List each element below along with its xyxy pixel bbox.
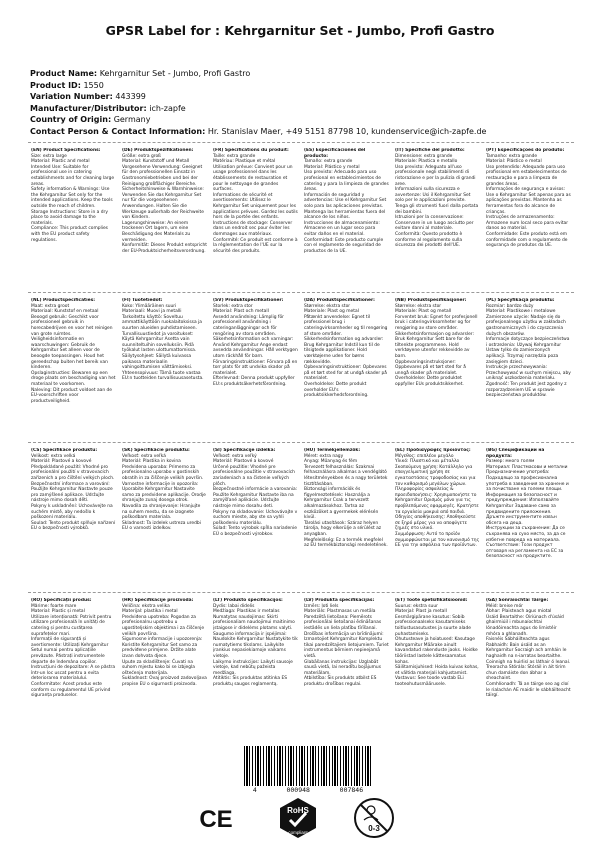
ce-mark-icon [194, 796, 238, 840]
spec-body: Größe: extra groß Material: Kunststoff und Metall Vorgesehene Verwendung: Geeignet für den professionellen Einsatz in Gastronomiebetrieben und bei der Reinigung großflächiger Bereiche. Sicherheitshinweise & Warnhinweise: Verwenden Sie das Kehrgarnitur Set nur für die vorgesehenen Anwendungen. Halten Sie die Werkzeuge außerhalb der Reichweite von Kindern. Lagerungshinweise: An einem trockenen Ort lagern, um eine Beschädigung des Materials zu vermeiden. Konformität: Dieses Produkt entspricht der EU-Produktsicherheitsverordnung. [122, 153, 207, 254]
info-row [30, 68, 590, 80]
barcode-bars [244, 746, 372, 786]
spec-body: Koko: Ylimääräinen suuri Materiaali: Muovi ja metalli Tarkoitettu käyttö: Soveltuu ammattikäyttöön ruokalaitoksissa ja suurten alueiden puhdistamiseen. Turvallisuustiedot ja varoitukset: Käytä Kehrgarnitur Asetta vain suunniteltuihin sovelluksiin. Pidä työkalut lasten ulottumattomissa. Säilytysohjeet: Säilytä kuivassa paikassa materiaalin vahingoittumisen välttämiseksi. Yhteensopivuus: Tämä tuote vastaa EU:n tuotteiden turvallisuusasetusta. [122, 303, 204, 382]
spec-band [28, 448, 574, 592]
spec-heading: (ES) Especificaciones del producto: [304, 148, 366, 159]
spec-body: Méid: breise mór Ábhar: Plaisteach agus miotal Úsáid Beartaithe: Oiriúnach d'úsáid ghairmiúil i mbunaíochtaí lónadóireachta agus do limistéir mhóra a ghlanadh. Faisnéis Sábháilteachta agus Rabhaidh: Bain úsáid as an Kehrgarnitur Socraigh ach amháin le haghaidh na n-iarratas beartaithe. Coinnigh na huirlisí as láthair ó leanaí. Treoracha Stórála: Stóráil in áit tirim chun damáiste don ábhar a sheachaint. Comhlíonadh: Tá an táirge seo ag cloí le rialachán AE maidir le sábháilteacht táirgí. [486, 603, 571, 699]
spec-cell [301, 598, 392, 742]
spec-cell [28, 148, 119, 292]
spec-body: Rozmiar: bardzo duży Materiał: Plastikowe i metalowe Zamierzone użycie: Nadaje się do profesjonalnego użytku w zakładach gastronomicznych i do czyszczenia dużych obszarów. Informacje dotyczące bezpieczeństwa i ostrzeżenia: Używaj Kehrgarnitur Ustaw tylko do zamierzonych aplikacji. Trzymaj narzędzia poza zasięgiem dzieci. Instrukcje przechowywania: Przechowywać w suchym miejscu, aby uniknąć uszkodzenia materiału. Zgodność: Ten produkt jest zgodny z rozporządzeniem UE w sprawie bezpieczeństwa produktów. [486, 303, 571, 399]
spec-cell [119, 298, 210, 442]
spec-body: Tamaño: extra grande Material: Plástico y metal Uso previsto: Adecuado para uso profesional en establecimientos de catering y para la limpieza de grandes áreas. Información de seguridad y advertencias: Use el Kehrgarnitur Set solo para las aplicaciones previstas. Mantenga las herramientas fuera del alcance de los niños. Instrucciones de almacenamiento: Almacene en un lugar seco para evitar daños en el material. Conformidad: Este producto cumple con el reglamento de seguridad de productos de la UE. [304, 159, 389, 254]
spec-cell [392, 448, 483, 592]
spec-cell [210, 298, 301, 442]
info-value: ich-zapfe [149, 103, 186, 113]
rohs-subtext: compliant [288, 830, 308, 835]
spec-cell [483, 448, 574, 592]
info-label: Product Name: [30, 69, 98, 78]
info-value: Germany [113, 115, 151, 124]
band-separator [28, 442, 574, 443]
spec-heading: (SV) Produktspecifikationer: [213, 298, 284, 303]
spec-body: Dimensione: extra grande Materiale: Plastica e metallo Uso previsto: Adeguato all'uso professionale negli stabilimenti di ristorazione e per la pulizia di grandi aree. Informazioni sulla sicurezza e avvertenze: Usi il Kehrgarnitur Set solo per le applicazioni previste. Tenga gli strumenti fuori dalla portata dei bambini. Istruzioni per la conservazione: Conservare in un luogo asciutto per evitare danni al materiale. Conformità: Questo prodotto è conforme al regolamento sulla sicurezza dei prodotti dell'UE. [395, 153, 479, 249]
spec-cell [301, 298, 392, 442]
spec-cell [483, 148, 574, 292]
info-row [30, 126, 590, 138]
product-info [30, 68, 590, 137]
info-value: 1550 [83, 80, 104, 90]
info-value: Kehrgarnitur Set - Jumbo, Profi Gastro [99, 69, 251, 78]
band-separator [28, 142, 574, 143]
info-row [30, 103, 590, 115]
spec-body: Μέγεθος: επιπλέον μεγάλο Υλικό: Πλαστικό και μέταλλο Σκοπούμενη χρήση: Κατάλληλο για επαγγελματική χρήση σε εγκαταστάσεις τροφοδοσίας και για τον καθαρισμό μεγάλων χώρων. Πληροφορίες ασφαλείας & προειδοποιήσεις: Χρησιμοποιήστε το Kehrgarnitur Ορισμός μόνο για τις προβλεπόμενες εφαρμογές. Κρατήστε τα εργαλεία μακριά από παιδιά. Οδηγίες αποθήκευσης: Αποθηκεύστε σε ξηρό μέρος για να αποφύγετε ζημιές στο υλικό. Συμμόρφωση: Αυτό το προϊόν συμμορφώνεται με τον κανονισμό της ΕΕ για την ασφάλεια των προϊόντων. [395, 453, 480, 549]
spec-cell [301, 148, 392, 292]
info-value: Hr. Stanislav Maer, +49 5151 87798 10, kundenservice@ich-zapfe.de [207, 126, 487, 136]
spec-cell [483, 598, 574, 742]
barcode [238, 746, 378, 794]
spec-cell [119, 148, 210, 292]
spec-body: Storlek: extra stor Material: Plast och metall Avsedd användning: Lämplig för professionell användning i cateringanläggningar och för rengöring av stora områden. Säkerhetsinformation och varningar: Använd Kehrgarnitur Ange endast avsedda användningar. Håll verktygen utom räckhåll för barn. Förvaringsinstruktioner: Förvara på en torr plats för att undvika skador på materialet. Efterlevnad: Denna produkt uppfyller EU:s produktsäkerhetsförordning. [213, 303, 298, 387]
spec-body: Størrelse: ekstra stor Materiale: Plast og metal Påtænkt anvendelse: Egnet til professionel brug i cateringvirksomheder og til rengøring af store områder. Sikkerhedsinformation og advarsler: Brug Kehrgarnitur Indstil kun til de tilsigtede applikationer. Hold værktøjerne uden for børns rækkevidde. Opbevaringsinstruktioner: Opbevares på et tørt sted for at undgå skader på materialet. Overholdelse: Dette produkt overholder EU's produktsikkerhedsforordning. [304, 303, 388, 399]
spec-heading: (BG) Спецификации на продукта: [486, 448, 545, 459]
info-label: Product ID: [30, 80, 81, 90]
spec-heading: (HR) Specifikacije proizvoda: [122, 598, 194, 603]
info-row [30, 80, 590, 92]
spec-cell [119, 448, 210, 592]
spec-heading: (LV) Produkta specifikācijas: [304, 598, 375, 603]
spec-cell [28, 598, 119, 742]
spec-heading: (ET) Toote spetsifikatsioonid: [395, 598, 468, 603]
spec-heading: (EN) Product Specifications: [31, 148, 101, 153]
band-separator [28, 592, 574, 593]
age-warning-icon [352, 796, 396, 840]
spec-heading: (PL) Specyfikacja produktu: [486, 298, 555, 303]
spec-heading: (NL) Productspecificaties: [31, 298, 95, 303]
spec-heading: (IT) Specifiche del prodotto: [395, 148, 465, 153]
info-label: Contact Person & Contact Information: [30, 126, 206, 136]
spec-body: Dydis: labai didelis Medžiaga: Plastikas ir metalas Numatytas naudojimas: Skirti profesionaliam naudojimui maitinimo įstaigose ir didelėms plotams valyti. Saugumo informacija ir įspėjimai: Naudokite Kehrgarnitur Nustatykite tik numatytiems tikslams. Laikykite įrankius nepasiekiamoje vaikams vietoje. Laikymo instrukcijos: Laikyti sausoje vietoje, kad nebūtų pažeista medžiaga. Atitiktis: Šis produktas atitinka ES produktų saugos reglamentą. [213, 603, 298, 687]
spec-body: Méret: extra nagy Anyag: Műanyag és fém Tervezett felhasználás: Szakmai felhasználásra alkalmas a vendéglátó létesítményekben és a nagy területek tisztításában. Biztonsági információk és figyelmeztetések: Használja a Kehrgarnitur Csak a tervezett alkalmazásokhoz. Tartsa az eszközöket a gyermekek elérésén kívül. Tárolási utasítások: Száraz helyen tárolja, hogy elkerülje a sérülést az anyagban. Megfelelőség: Ez a termék megfelel az EU termékbiztonsági rendeletének. [304, 453, 388, 549]
spec-body: Izmērs: ļoti liels Materiāls: Plastmasas un metāla Paredzētā lietošana: Piemērots profesionālai lietošanai ēdināšanas iestādēs un liela platību tīrīšanai. Drošības informācija un brīdinājumi: Izmantojiet Kehrgarnitur Komplektu tikai paredzētajiem lietojumiem. Turiet instrumentus bērniem nepieejamā vietā. Glabāšanas instrukcijas: Uzglabāt sausā vietā, lai neradītu bojājumus materiālam. Atbilstība: Šis produkts atbilst ES produktu drošības regulai. [304, 603, 389, 687]
band-separator [28, 292, 574, 293]
spec-band [28, 598, 574, 742]
spec-heading: (HU) Termékjellemzők: [304, 448, 361, 453]
spec-heading: (SI) Specifikacije izdelka: [213, 448, 276, 453]
info-row [30, 114, 590, 126]
spec-heading: (RO) Specificații produs: [31, 598, 92, 603]
barcode-digit-group: 007846 [339, 786, 364, 794]
spec-body: Size: extra large Material: Plastic and metal Intended Use: Suitable for professional use in catering establishments and for cleaning large areas. Safety information & Warnings: Use the Kehrgarnitur Set only for the intended applications. Keep the tools outside the reach of children. Storage Instructions: Store in a dry place to avoid damage to the materials. Compliance: This product complies with the EU product safety regulations. [31, 153, 115, 243]
spec-heading: (FR) Spécifications du produit: [213, 148, 289, 153]
spec-body: Veličina: ekstra velika Materijal: plastika i metal Predviđena upotreba: Pogodan za profesionalnu upotrebu u ugostiteljskim objektima i za čišćenje velikih površina. Sigurnosne informacije i upozorenja: Koristite Kehrgarnitur Set samo za predviđene primjene. Držite alate izvan dohvata djece. Upute za skladištenje: Čuvati na suhom mjestu kako bi se izbjegla oštećenja materijala. Sukladnost: Ovaj proizvod zadovoljava propise EU o sigurnosti proizvoda. [122, 603, 207, 687]
spec-heading: (GA) Sonraíochtaí Táirge: [486, 598, 549, 603]
info-label: Country of Origin: [30, 115, 112, 124]
rohs-icon [276, 796, 320, 840]
spec-band [28, 298, 574, 442]
spec-cell [392, 148, 483, 292]
spec-cell [210, 448, 301, 592]
info-label: Variation Number: [30, 92, 113, 101]
spec-cell [119, 598, 210, 742]
barcode-digits [238, 786, 378, 794]
spec-cell [392, 298, 483, 442]
page-title: GPSR Label for : Kehrgarnitur Set - Jumbo, Profi Gastro [105, 23, 495, 38]
info-row [30, 91, 590, 103]
spec-body: Størrelse: ekstra stor Materiale: Plast og metall Forventet bruk: Egnet for profesjonell bruk i cateringvirksomheter og for rengjøring av store områder. Sikkerhetsinformasjon og advarsler: Bruk Kehrgarnitur Sett bare for de tiltenkte programmene. Hold verktøyene utenfor rekkevidde av barn. Oppbevaringsinstruksjoner: Oppbevares på et tørt sted for å unngå skader på materialet. Overholdelse: Dette produktet oppfyller EUs produktsikkerhet. [395, 303, 478, 387]
spec-body: Taille: extra grande Matériau: Plastique et métal Utilisation prévue: Convient pour un usage professionnel dans les établissements de restauration et pour le nettoyage de grandes surfaces. Informations de sécurité et avertissements: Utilisez le Kehrgarnitur Set uniquement pour les applications prévues. Gardez les outils hors de la portée des enfants. Instructions de stockage: Conserver dans un endroit sec pour éviter les dommages aux matériaux. Conformité: Ce produit est conforme à la réglementation de l'UE sur la sécurité des produits. [213, 153, 298, 254]
spec-band [28, 148, 574, 292]
spec-cell [392, 598, 483, 742]
spec-cell [28, 448, 119, 592]
barcode-digit-group: 4 [252, 786, 257, 794]
spec-heading: (DE) Produktspezifikationen: [122, 148, 194, 153]
ce-mark-text: CE [199, 806, 233, 833]
spec-body: Размер: много голям Материал: Пластмасови и метални Предназначение употреба: Подходящо за професионална употреба в заведения за хранене и за почистване на големи площи. Информация за безопасност и предупреждения: Използвайте Kehrgarnitur Задаване само за предвидените приложения. Дръжте инструментите извън обсега на деца. Инструкции за съхранение: Да се съхранява на сухо място, за да се избегне повреда на материала. Съответствие: Този продукт отговаря на регламента на ЕС за безопасност на продуктите. [486, 459, 569, 560]
rohs-text: RoHS [287, 806, 309, 815]
spec-heading: (SK) Špecifikácie produktu: [122, 448, 190, 453]
spec-body: Mărime: foarte mare Material: Plastic și metal Utilizare intenționată: Potrivit pentru utilizare profesională în unități de catering și pentru curățarea suprafețelor mari. Informații de siguranță și avertismente: Utilizați Kehrgarnitur Setul numai pentru aplicațiile prevăzute. Păstrați instrumentele departe de îndemâna copiilor. Instrucțiuni de depozitare: A se păstra într-un loc uscat pentru a evita deteriorarea materialului. Conformitate: Acest produs este conform cu regulamentul UE privind siguranța produselor. [31, 603, 116, 699]
info-label: Manufacturer/Distributor: [30, 103, 147, 113]
spec-body: Veľkosť: extra veľká Materiál: Plastika in kovina Predvidena uporaba: Primerno za profesionalno uporabo v gostinskih obratih in za čiščenje velikih površin. Varnostne informacije in opozorila: Uporabite Kehrgarnitur Nastavite samo za predvidene aplikacije. Orodje shranjujte zunaj dosega otrok. Navodila za shranjevanje: Hranjujte na suhem mestu, da se izognete poškodbam materiala. Skladnost: Ta izdelek ustreza uredbi EU o varnosti izdelkov. [122, 453, 206, 532]
spec-body: Suurus: ekstra suur Materjal: Plast ja metall Eesmärgipärane kasutus: Sobib professionaalseks kasutamiseks toitlustusasutustes ja suurte alade puhastamiseks. Ohutusteave ja hoiatused: Kasutage Kehrgarnitur Määrake ainult kavandatud rakenduste jaoks. Hoidke tööriistad lastele kättesaamatus kohas. Säilitamisjuhised: Hoida kuivas kohas, et vältida materjali kahjustamist. Vastavus: See toode vastab ELi tooteohutusmäärusele. [395, 603, 479, 687]
spec-heading: (LT) Produkto specifikacijos: [213, 598, 283, 603]
spec-body: Tamanho: extra grande Material: Plástico e metal Uso pretendido: Adequado para uso profissional em estabelecimentos de restauração e para a limpeza de grandes áreas. Informações de segurança e avisos: Use o Kehrgarnitur Set apenas para as aplicações previstas. Mantenha as ferramentas fora do alcance de crianças. Instruções de armazenamento: Armazene num local seco para evitar danos ao material. Conformidade: Este produto está em conformidade com o regulamento de segurança de produtos da UE. [486, 153, 571, 249]
spec-heading: (EL) Προδιαγραφές προϊόντος: [395, 448, 471, 453]
spec-cell [210, 148, 301, 292]
spec-heading: (CS) Specifikace produktu: [31, 448, 98, 453]
spec-heading: (NB) Produktspesifikasjoner: [395, 298, 467, 303]
spec-heading: (DA) Produktspecifikationer: [304, 298, 375, 303]
spec-cell [483, 298, 574, 442]
spec-body: Veľkosť: extra veľký Materiál: Plastové a kovové Určené použitie: Vhodné pre profesionálne použitie v stravovacích zariadeniach a na čistenie veľkých plôch. Bezpečnostné informácie a varovania: Použite Kehrgarnitur Nastavte iba na zamýšľané aplikácie. Udržujte nástroje mimo dosahu detí. Pokyny na skladovanie: Uchovávajte v suchom mieste, aby ste sa vyhli poškodeniu materiálu. Súlad: Tento výrobok spĺňa nariadenie EÚ o bezpečnosti výrobkov. [213, 453, 298, 537]
age-warning-text: 0-3 [368, 824, 380, 833]
spec-body: Maat: extra groot Materiaal: Kunststof en metaal Beoogd gebruik: Geschikt voor professioneel gebruik in horecabedrijven en voor het reinigen van grote ruimtes. Veiligheidsinformatie en waarschuwingen: Gebruik de Kehrgarnitur Set alleen voor de beoogde toepassingen. Houd het gereedschap buiten het bereik van kinderen. Opslaginstructies: Bewaren op een droge plaats om beschadiging van het materiaal te voorkomen. Naleving: Dit product voldoet aan de EU-voorschriften voor productveiligheid. [31, 303, 116, 404]
compliance-symbols [0, 796, 600, 840]
info-value: 443399 [115, 92, 146, 101]
spec-heading: (PT) Especificações do produto: [486, 148, 565, 153]
spec-heading: (FI) Tuotetiedot: [122, 298, 163, 303]
spec-cell [210, 598, 301, 742]
barcode-digit-group: 000948 [286, 786, 310, 794]
spec-cell [301, 448, 392, 592]
spec-body: Velikost: extra velká Materiál: Plastové a kovové Předpokládané použití: Vhodné pro profesionální použití v stravovacích zařízeních a pro čištění velkých ploch. Bezpečnostní informace a varování: Použijte Kehrgarnitur Nastavte pouze pro zamýšlené aplikace. Udržujte nástroje mimo dosah dětí. Pokyny k uskladnění: Uchovávejte na suchém místě, aby nedošlo k poškození materiálu. Soulad: Tento produkt splňuje nařízení EU o bezpečnosti výrobků. [31, 453, 116, 532]
spec-cell [28, 298, 119, 442]
